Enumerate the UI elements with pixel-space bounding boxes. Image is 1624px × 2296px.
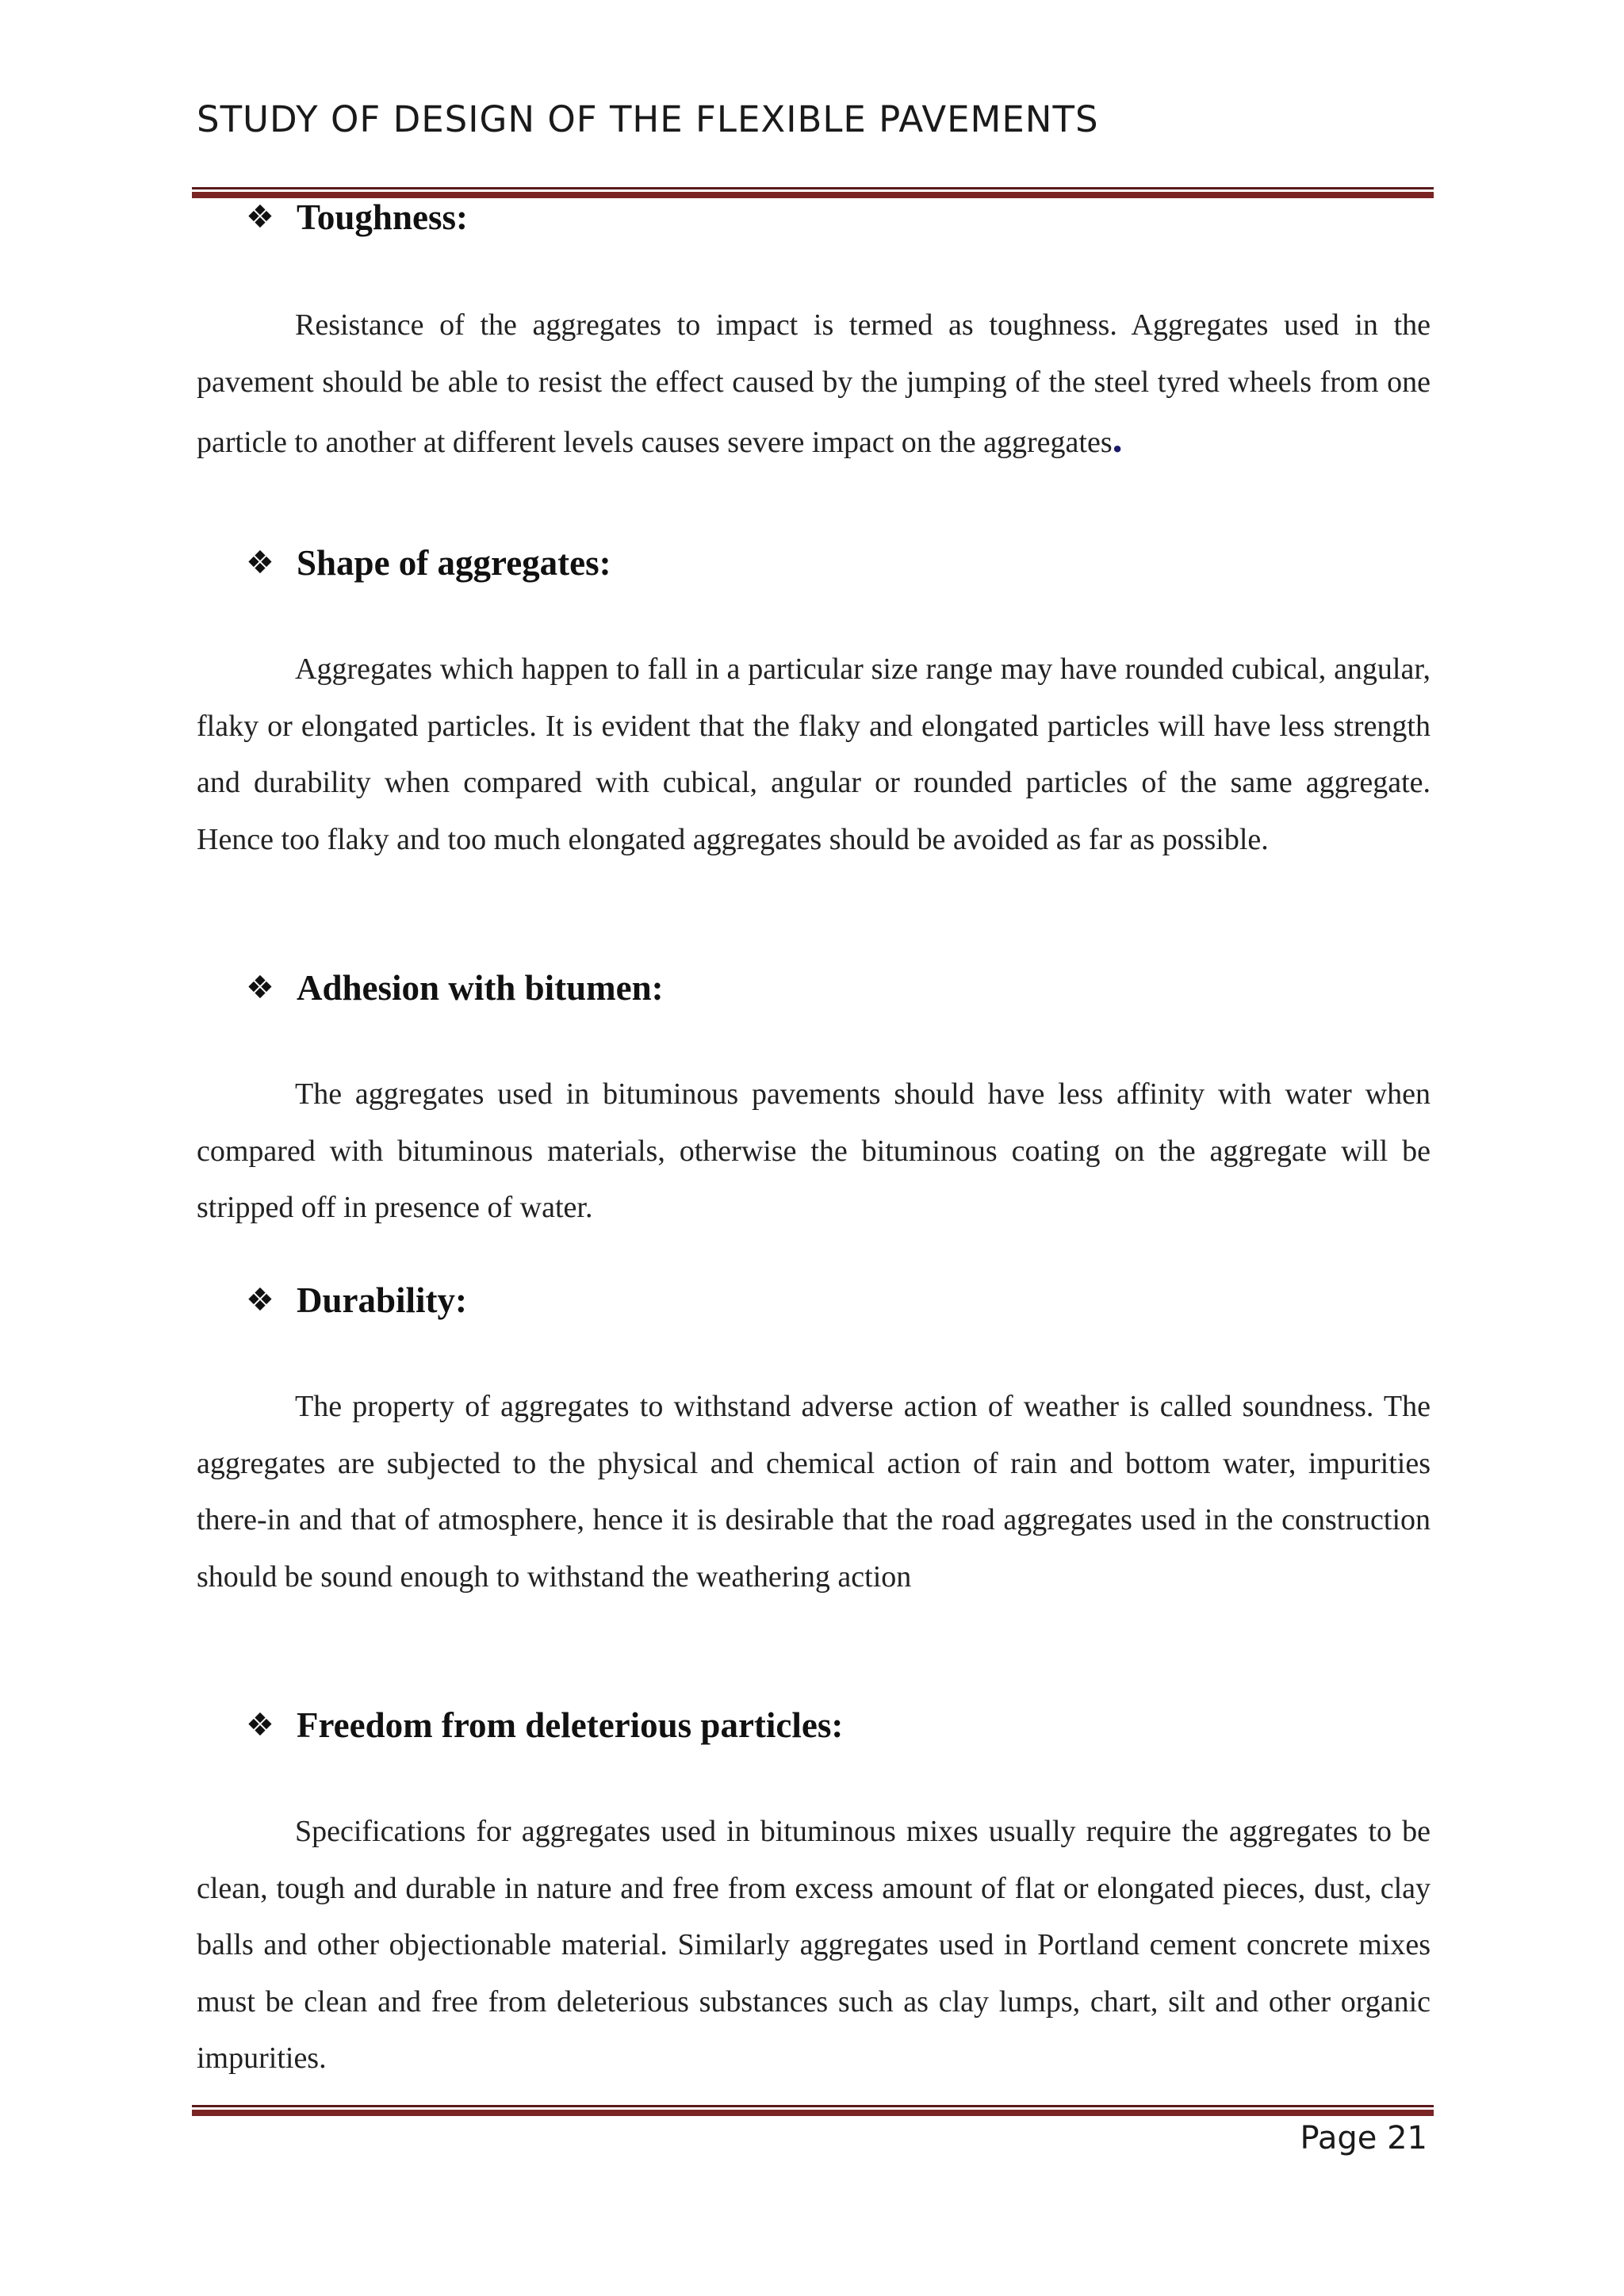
diamond-bullet-icon: ❖ bbox=[246, 970, 274, 1006]
page-number: Page 21 bbox=[1300, 2120, 1427, 2156]
section-heading-text: Durability: bbox=[297, 1280, 468, 1320]
footer-rule bbox=[192, 2105, 1434, 2116]
section-heading-durability bbox=[246, 1280, 467, 1321]
diamond-bullet-icon: ❖ bbox=[246, 1282, 274, 1318]
running-header: STUDY OF DESIGN OF THE FLEXIBLE PAVEMENTS bbox=[197, 98, 1099, 140]
section-heading-adhesion-with-bitumen bbox=[246, 967, 664, 1008]
footer-rule-thick-line bbox=[192, 2110, 1434, 2116]
section-body-durability: The property of aggregates to withstand adverse action of weather is called soundness. The aggregates are subjected to the physical and chemical action of rain and bottom water, impurities there-in and that of atmosphere, hence it is desirable that the road aggregates used in the construction should be sound enough to withstand the weathering action bbox=[197, 1390, 1431, 1594]
diamond-bullet-icon: ❖ bbox=[246, 199, 274, 235]
section-body-text: Resistance of the aggregates to impact is termed as toughness. Aggregates used in the pavement should be able to resist the effect caused by the jumping of the steel tyred wheels from one particle to another at different levels causes severe impact on the aggregates bbox=[197, 308, 1431, 459]
section-body-freedom-from-deleterious-particles: Specifications for aggregates used in bituminous mixes usually require the aggregates to be clean, tough and durable in nature and free from excess amount of flat or elongated pieces, dust, clay balls and other objectionable material. Similarly aggregates used in Portland cement concrete mixes must be clean and free from deleterious substances such as clay lumps, chart, silt and other organic impurities. bbox=[197, 1815, 1431, 2075]
section-heading-text: Toughness: bbox=[297, 197, 468, 237]
section-heading-text: Adhesion with bitumen: bbox=[297, 968, 664, 1008]
section-heading-freedom-from-deleterious-particles bbox=[246, 1705, 843, 1746]
section-body-shape-of-aggregates: Aggregates which happen to fall in a particular size range may have rounded cubical, angular, flaky or elongated particles. It is evident that the flaky and elongated particles will have less strength and durability when compared with cubical, angular or rounded particles of the same aggregate. Hence too flaky and too much elongated aggregates should be avoided as far as possible. bbox=[197, 652, 1431, 856]
section-body-toughness bbox=[197, 297, 1431, 471]
section-body-adhesion-with-bitumen: The aggregates used in bituminous pavements should have less affinity with water when compared with bituminous materials, otherwise the bituminous coating on the aggregate will be stripped off in presence of water. bbox=[197, 1077, 1431, 1224]
diamond-bullet-icon: ❖ bbox=[246, 545, 274, 581]
diamond-bullet-icon: ❖ bbox=[246, 1707, 274, 1743]
section-heading-shape-of-aggregates bbox=[246, 542, 611, 584]
section-heading-text: Shape of aggregates: bbox=[297, 543, 611, 583]
end-mark: . bbox=[1112, 416, 1123, 461]
section-heading-toughness bbox=[246, 197, 468, 238]
section-heading-text: Freedom from deleterious particles: bbox=[297, 1705, 844, 1745]
